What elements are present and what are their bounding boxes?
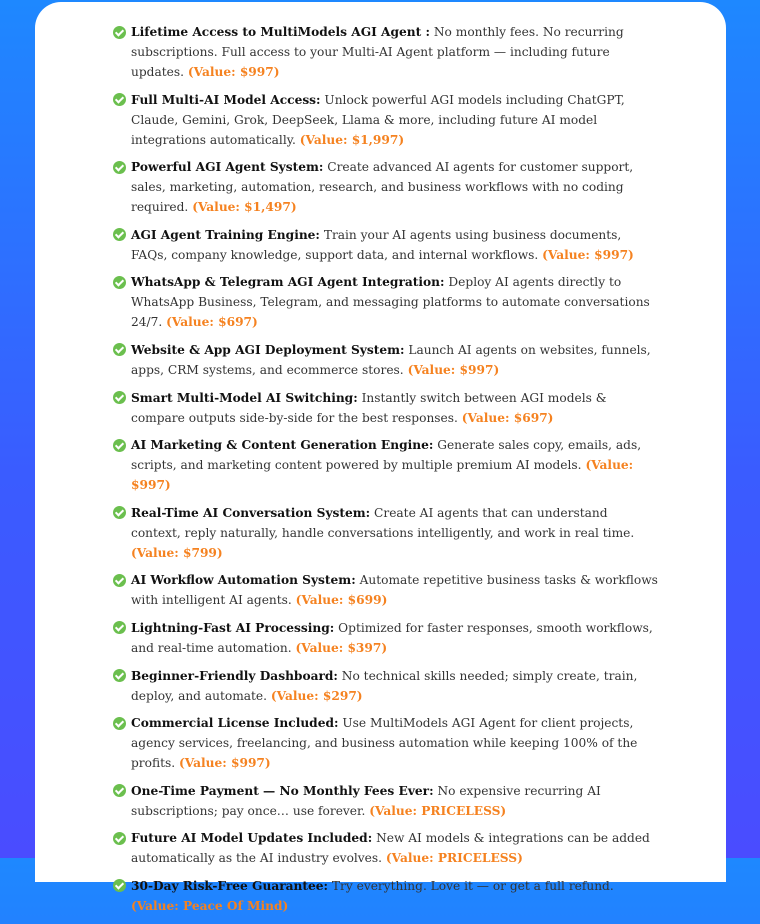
feature-value: (Value: $1,997) bbox=[299, 132, 405, 147]
feature-description: Unlock powerful AGI models including ChatGPT, Claude, Gemini, Grok, DeepSeek, Llama & more, including future AI model integrations automatically. bbox=[131, 92, 625, 147]
feature-title: AI Marketing & Content Generation Engine: bbox=[131, 438, 434, 453]
feature-title: WhatsApp & Telegram AGI Agent Integration: bbox=[131, 275, 445, 290]
feature-title: Full Multi-AI Model Access: bbox=[131, 92, 321, 107]
check-circle-icon bbox=[113, 276, 126, 289]
feature-title: AGI Agent Training Engine: bbox=[131, 227, 320, 242]
feature-value: (Value: Peace Of Mind) bbox=[131, 898, 289, 913]
feature-list bbox=[113, 22, 658, 924]
feature-item bbox=[113, 272, 658, 332]
feature-title: Beginner-Friendly Dashboard: bbox=[131, 668, 338, 683]
feature-title: AI Workflow Automation System: bbox=[131, 573, 356, 588]
feature-item bbox=[113, 388, 658, 428]
feature-value: (Value: PRICELESS) bbox=[369, 803, 507, 818]
feature-title: Smart Multi-Model AI Switching: bbox=[131, 390, 358, 405]
feature-item bbox=[113, 225, 658, 265]
feature-value: (Value: $997) bbox=[179, 756, 271, 771]
feature-title: One-Time Payment — No Monthly Fees Ever: bbox=[131, 783, 434, 798]
feature-description: Train your AI agents using business documents, FAQs, company knowledge, support data, and internal workflows. bbox=[131, 227, 622, 262]
feature-item bbox=[113, 340, 658, 380]
feature-value: (Value: $697) bbox=[166, 315, 258, 330]
feature-description: Launch AI agents on websites, funnels, apps, CRM systems, and ecommerce stores. bbox=[131, 342, 651, 377]
feature-description: No technical skills needed; simply create, train, deploy, and automate. bbox=[131, 668, 638, 703]
feature-title: Real-Time AI Conversation System: bbox=[131, 505, 371, 520]
feature-title: Powerful AGI Agent System: bbox=[131, 160, 324, 175]
check-circle-icon bbox=[113, 93, 126, 106]
feature-description: Try everything. Love it — or get a full refund. bbox=[331, 878, 614, 893]
feature-value: (Value: $997) bbox=[542, 247, 634, 262]
check-circle-icon bbox=[113, 506, 126, 519]
feature-item bbox=[113, 157, 658, 217]
check-circle-icon bbox=[113, 26, 126, 39]
feature-value: (Value: PRICELESS) bbox=[385, 851, 523, 866]
check-circle-icon bbox=[113, 621, 126, 634]
feature-title: Lightning-Fast AI Processing: bbox=[131, 620, 335, 635]
feature-item bbox=[113, 503, 658, 563]
check-circle-icon bbox=[113, 228, 126, 241]
feature-description: Automate repetitive business tasks & workflows with intelligent AI agents. bbox=[131, 573, 658, 608]
feature-description: Create advanced AI agents for customer support, sales, marketing, automation, research, and business workflows with no coding required. bbox=[131, 160, 634, 215]
feature-item bbox=[113, 876, 658, 916]
feature-title: Lifetime Access to MultiModels AGI Agent : bbox=[131, 25, 431, 39]
feature-description: Generate sales copy, emails, ads, scripts, and marketing content powered by multiple premium AI models. bbox=[131, 438, 642, 473]
feature-title: 30-Day Risk-Free Guarantee: bbox=[131, 878, 329, 893]
check-circle-icon bbox=[113, 574, 126, 587]
feature-item bbox=[113, 781, 658, 821]
feature-title: Future AI Model Updates Included: bbox=[131, 831, 373, 846]
feature-value: (Value: $997) bbox=[407, 362, 500, 377]
feature-description: New AI models & integrations can be added automatically as the AI industry evolves. bbox=[131, 831, 650, 866]
check-circle-icon bbox=[113, 717, 126, 730]
feature-value: (Value: $297) bbox=[270, 688, 363, 703]
feature-item bbox=[113, 666, 658, 706]
feature-item bbox=[113, 435, 658, 495]
feature-item bbox=[113, 713, 658, 773]
feature-value: (Value: $397) bbox=[295, 640, 388, 655]
feature-item bbox=[113, 618, 658, 658]
check-circle-icon bbox=[113, 343, 126, 356]
feature-title: Website & App AGI Deployment System: bbox=[131, 342, 405, 357]
feature-description: Instantly switch between AGI models & compare outputs side-by-side for the best responses. bbox=[131, 390, 607, 425]
feature-item bbox=[113, 570, 658, 610]
feature-value: (Value: $699) bbox=[295, 593, 388, 608]
check-circle-icon bbox=[113, 784, 126, 797]
feature-description: Create AI agents that can understand context, reply naturally, handle conversations intelligently, and work in real time. bbox=[131, 505, 635, 540]
check-circle-icon bbox=[113, 391, 126, 404]
feature-value: (Value: $697) bbox=[461, 410, 554, 425]
feature-value: (Value: $997) bbox=[131, 458, 634, 493]
feature-description: Deploy AI agents directly to WhatsApp Business, Telegram, and messaging platforms to automate conversations 24/7. bbox=[131, 275, 650, 330]
feature-description: Optimized for faster responses, smooth workflows, and real-time automation. bbox=[131, 620, 653, 655]
feature-title: Commercial License Included: bbox=[131, 716, 339, 731]
feature-item bbox=[113, 828, 658, 868]
feature-item bbox=[113, 22, 658, 82]
check-circle-icon bbox=[113, 832, 126, 845]
check-circle-icon bbox=[113, 669, 126, 682]
feature-value: (Value: $997) bbox=[187, 65, 280, 79]
feature-description: Use MultiModels AGI Agent for client projects, agency services, freelancing, and business automation while keeping 100% of the profits. bbox=[131, 716, 638, 771]
check-circle-icon bbox=[113, 439, 126, 452]
feature-value: (Value: $1,497) bbox=[192, 200, 297, 215]
feature-description: No expensive recurring AI subscriptions; pay once… use forever. bbox=[131, 783, 601, 818]
feature-item bbox=[113, 90, 658, 150]
check-circle-icon bbox=[113, 161, 126, 174]
feature-description: No monthly fees. No recurring subscriptions. Full access to your Multi-AI Agent platform — including future updates. bbox=[131, 25, 624, 79]
feature-value: (Value: $799) bbox=[131, 545, 223, 560]
check-circle-icon bbox=[113, 879, 126, 892]
